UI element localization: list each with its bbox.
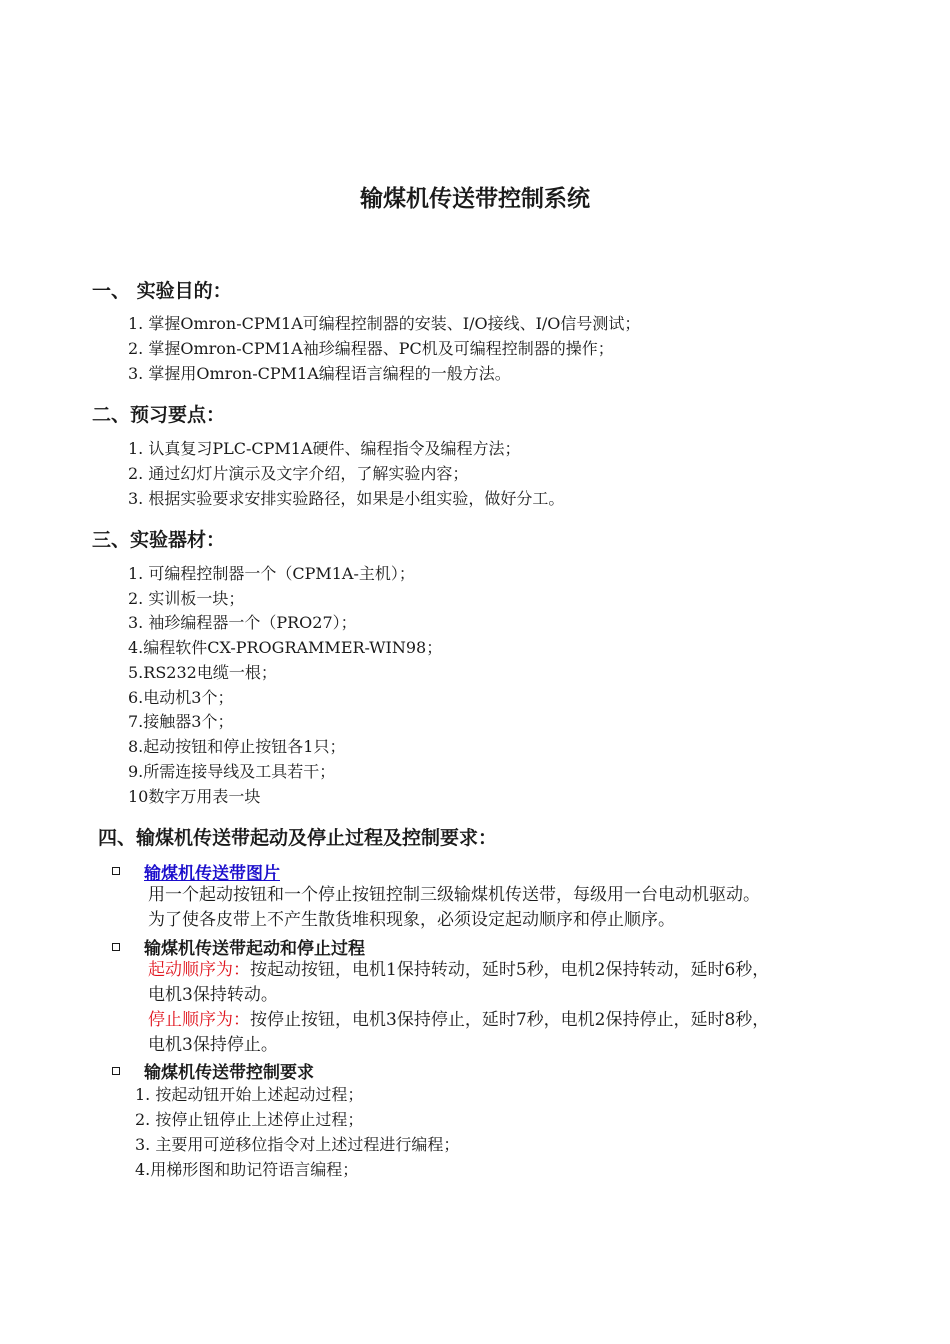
list-item-number: 1. [128,564,144,583]
list-item-number: 1. [128,439,144,458]
list-item-text: 实训板一块； [148,589,245,608]
list-item-text: 根据实验要求安排实验路径，如果是小组实验，做好分工。 [148,489,565,508]
list-item-text: 按停止钮停止上述停止过程； [155,1110,364,1129]
square-bullet-icon [112,943,120,951]
section-heading-process: 四、输煤机传送带起动及停止过程及控制要求： [98,827,498,849]
start-sequence-line [148,958,769,983]
list-item-number: 4. [128,638,144,657]
list-item [128,337,614,361]
list-item-text: 所需连接导线及工具若干； [143,762,336,781]
list-item-number: 2. [128,589,144,608]
list-item-text: RS232电缆一根； [143,663,277,682]
list-item-text: 掌握用Omron-CPM1A编程语言编程的一般方法。 [148,364,511,383]
description-line: 用一个起动按钮和一个停止按钮控制三级输煤机传送带，每级用一台电动机驱动。 [148,885,760,905]
list-item-number: 2. [135,1110,151,1129]
start-sequence-label: 起动顺序为： [148,960,250,980]
list-item [128,710,233,734]
list-item-number: 1. [135,1085,151,1104]
list-item [128,686,233,710]
conveyor-image-link[interactable]: 输煤机传送带图片 [144,864,280,884]
list-item [135,1158,358,1182]
list-item-number: 4. [135,1160,151,1179]
list-item [128,312,640,336]
list-item-text: 主要用可逆移位指令对上述过程进行编程； [155,1135,460,1154]
list-item-text: 电动机3个； [143,688,234,707]
square-bullet-icon [112,1067,120,1075]
list-item-text: 可编程控制器一个（CPM1A-主机）； [148,564,415,583]
list-item-number: 3. [128,364,144,383]
list-item-number: 8. [128,737,144,756]
page-title: 输煤机传送带控制系统 [360,186,590,212]
list-item-text: 袖珍编程器一个（PRO27）； [148,613,357,632]
list-item [135,1133,459,1157]
list-item-text: 数字万用表一块 [148,787,261,806]
list-item-number: 3. [135,1135,151,1154]
list-item-number: 3. [128,489,144,508]
list-item-number: 10 [128,787,149,806]
list-item [128,562,415,586]
section-heading-preview: 二、预习要点： [92,404,226,426]
list-item [128,487,564,511]
stop-sequence-label: 停止顺序为： [148,1010,250,1030]
list-item [128,661,277,685]
start-sequence-text: 按起动按钮，电机1保持转动，延时5秒，电机2保持转动，延时6秒， [250,960,770,980]
stop-sequence-line [148,1008,769,1033]
list-item-number: 6. [128,688,144,707]
list-item [128,636,442,660]
square-bullet-icon [112,867,120,875]
list-item [128,587,244,611]
list-item [128,611,357,635]
list-item [128,437,521,461]
stop-sequence-text: 按停止按钮，电机3保持停止，延时7秒，电机2保持停止，延时8秒， [250,1010,770,1030]
list-item-text: 用梯形图和助记符语言编程； [150,1160,359,1179]
list-item-number: 2. [128,464,144,483]
list-item-text: 掌握Omron-CPM1A可编程控制器的安装、I/O接线、I/O信号测试； [148,314,641,333]
description-line: 为了使各皮带上不产生散货堆积现象，必须设定起动顺序和停止顺序。 [148,910,675,930]
list-item [128,735,345,759]
list-item [128,362,511,386]
section-heading-equipment: 三、实验器材： [92,529,226,551]
stop-sequence-continued: 电机3保持停止。 [148,1035,278,1055]
list-item [128,462,468,486]
section-heading-objectives: 一、 实验目的： [92,280,232,302]
list-item-number: 1. [128,314,144,333]
list-item-text: 起动按钮和停止按钮各1只； [143,737,346,756]
list-item [135,1108,363,1132]
list-item [128,785,260,809]
list-item-number: 2. [128,339,144,358]
list-item-text: 按起动钮开始上述起动过程； [155,1085,364,1104]
list-item-number: 9. [128,762,144,781]
list-item-number: 3. [128,613,144,632]
list-item-text: 认真复习PLC-CPM1A硬件、编程指令及编程方法； [148,439,521,458]
subheading-control-requirements: 输煤机传送带控制要求 [144,1063,314,1083]
subheading-start-stop: 输煤机传送带起动和停止过程 [144,939,365,959]
list-item-text: 掌握Omron-CPM1A袖珍编程器、PC机及可编程控制器的操作； [148,339,614,358]
list-item [128,760,335,784]
list-item-number: 5. [128,663,144,682]
list-item-text: 编程软件CX-PROGRAMMER-WIN98； [143,638,443,657]
list-item-text: 接触器3个； [143,712,234,731]
list-item [135,1083,363,1107]
list-item-number: 7. [128,712,144,731]
start-sequence-continued: 电机3保持转动。 [148,985,278,1005]
list-item-text: 通过幻灯片演示及文字介绍，了解实验内容； [148,464,469,483]
